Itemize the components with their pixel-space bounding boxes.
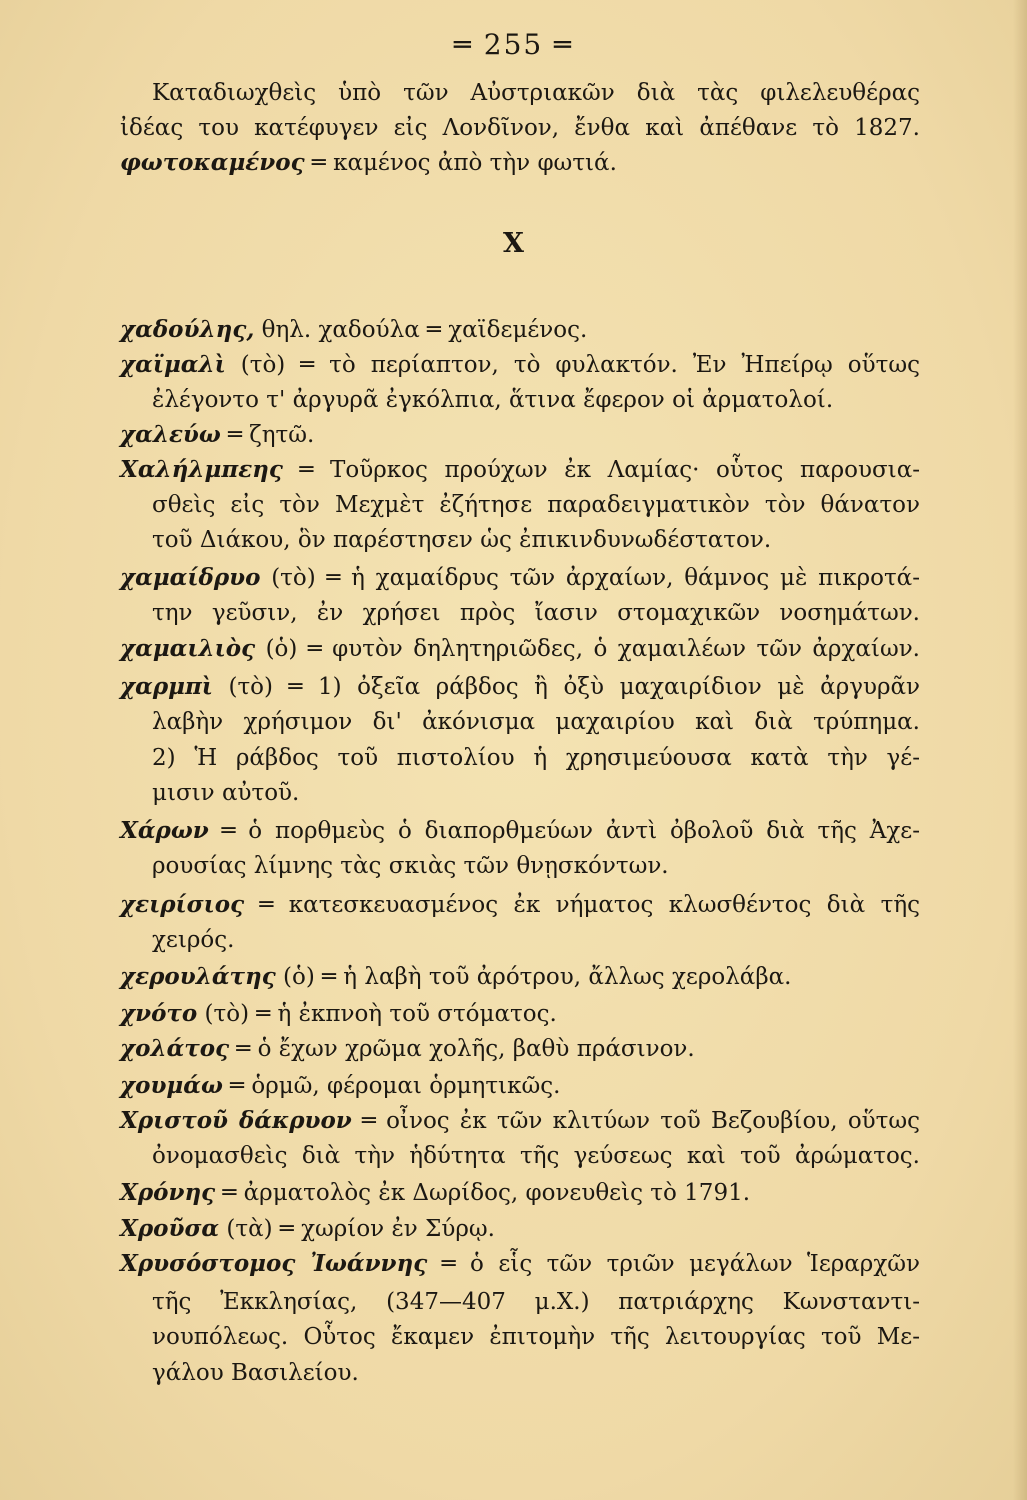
entry-line: χαμαιλιὸς (ὁ) ═ φυτὸν δηλητηριῶδες, ὁ χαμαιλέων τῶν ἀρχαίων.: [120, 635, 920, 662]
entry-line: χνότο (τὸ) ═ ἡ ἐκπνοὴ τοῦ στόματος.: [120, 1000, 557, 1027]
entry-line: χαλεύω ═ ζητῶ.: [120, 421, 315, 448]
entry-line: χερουλάτης (ὁ) ═ ἡ λαβὴ τοῦ ἀρότρου, ἄλλως χερολάβα.: [120, 963, 792, 990]
text-line: τοῦ Διάκου, ὃν παρέστησεν ὡς ἐπικινδυνωδέστατον.: [152, 527, 772, 553]
text-line: χειρός.: [152, 927, 235, 953]
entry-line: χολάτος ═ ὁ ἔχων χρῶμα χολῆς, βαθὺ πράσινον.: [120, 1035, 695, 1062]
text-line: Καταδιωχθεὶς ὑπὸ τῶν Αὐστριακῶν διὰ τὰς φιλελευθέρας: [152, 80, 920, 106]
entry-line: φωτοκαμένος ═ καμένος ἀπὸ τὴν φωτιά.: [120, 149, 617, 176]
entry-line: Χρόνης ═ ἀρματολὸς ἐκ Δωρίδος, φονευθεὶς τὸ 1791.: [120, 1179, 751, 1206]
text-line: την γεῦσιν, ἐν χρήσει πρὸς ἴασιν στομαχικῶν νοσημάτων.: [152, 600, 920, 626]
entry-line: χαδούλης, θηλ. χαδούλα ═ χαϊδεμένος.: [120, 316, 588, 343]
entry-line: χαϊμαλὶ (τὸ) ═ τὸ περίαπτον, τὸ φυλακτόν. Ἐν Ἠπείρῳ οὕτως: [120, 351, 920, 378]
entry-line: χουμάω ═ ὁρμῶ, φέρομαι ὁρμητικῶς.: [120, 1072, 561, 1099]
entry-line: Χαλήλμπεης ═ Τοῦρκος προύχων ἐκ Λαμίας· οὗτος παρουσια-: [120, 456, 920, 483]
text-line: 2) Ἡ ράβδος τοῦ πιστολίου ἡ χρησιμεύουσα κατὰ τὴν γέ-: [152, 745, 920, 771]
text-line: μισιν αὐτοῦ.: [152, 780, 300, 806]
entry-line: χαρμπὶ (τὸ) ═ 1) ὀξεῖα ράβδος ἢ ὀξὺ μαχαιρίδιον μὲ ἀργυρᾶν: [120, 673, 920, 700]
text-line: τῆς Ἐκκλησίας, (347—407 μ.Χ.) πατριάρχης Κωνσταντι-: [152, 1289, 920, 1315]
page-edge-shadow: [1013, 0, 1027, 1500]
page-number: ═ 255 ═: [454, 28, 573, 61]
entry-line: Χριστοῦ δάκρυον ═ οἶνος ἐκ τῶν κλιτύων τοῦ Βεζουβίου, οὕτως: [120, 1107, 921, 1134]
section-letter: Χ: [503, 228, 524, 259]
entry-line: χαμαίδρυο (τὸ) ═ ἡ χαμαίδρυς τῶν ἀρχαίων, θάμνος μὲ πικροτά-: [120, 564, 920, 591]
entry-line: χειρίσιος ═ κατεσκευασμένος ἐκ νήματος κλωσθέντος διὰ τῆς: [120, 891, 920, 918]
text-line: ἐλέγοντο τ' ἀργυρᾶ ἐγκόλπια, ἅτινα ἔφερον οἱ ἀρματολοί.: [152, 387, 834, 413]
text-line: ὀνομασθεὶς διὰ τὴν ἡδύτητα τῆς γεύσεως καὶ τοῦ ἀρώματος.: [152, 1143, 920, 1169]
text-line: ρουσίας λίμνης τὰς σκιὰς τῶν θνῃσκόντων.: [152, 853, 669, 879]
entry-line: Χροῦσα (τὰ) ═ χωρίον ἐν Σύρῳ.: [120, 1215, 495, 1242]
text-line: σθεὶς εἰς τὸν Μεχμὲτ ἐζήτησε παραδειγματικὸν τὸν θάνατον: [152, 492, 920, 518]
text-line: γάλου Βασιλείου.: [152, 1360, 359, 1386]
text-line: λαβὴν χρήσιμον δι' ἀκόνισμα μαχαιρίου καὶ διὰ τρύπημα.: [152, 709, 920, 735]
entry-line: Χρυσόστομος Ἰωάννης ═ ὁ εἷς τῶν τριῶν μεγάλων Ἱεραρχῶν: [120, 1250, 920, 1277]
text-line: νουπόλεως. Οὗτος ἔκαμεν ἐπιτομὴν τῆς λειτουργίας τοῦ Με-: [152, 1324, 920, 1350]
entry-line: Χάρων ═ ὁ πορθμεὺς ὁ διαπορθμεύων ἀντὶ ὀβολοῦ διὰ τῆς Ἀχε-: [120, 817, 920, 844]
text-line: ἰδέας του κατέφυγεν εἰς Λονδῖνον, ἔνθα καὶ ἀπέθανε τὸ 1827.: [120, 115, 920, 141]
